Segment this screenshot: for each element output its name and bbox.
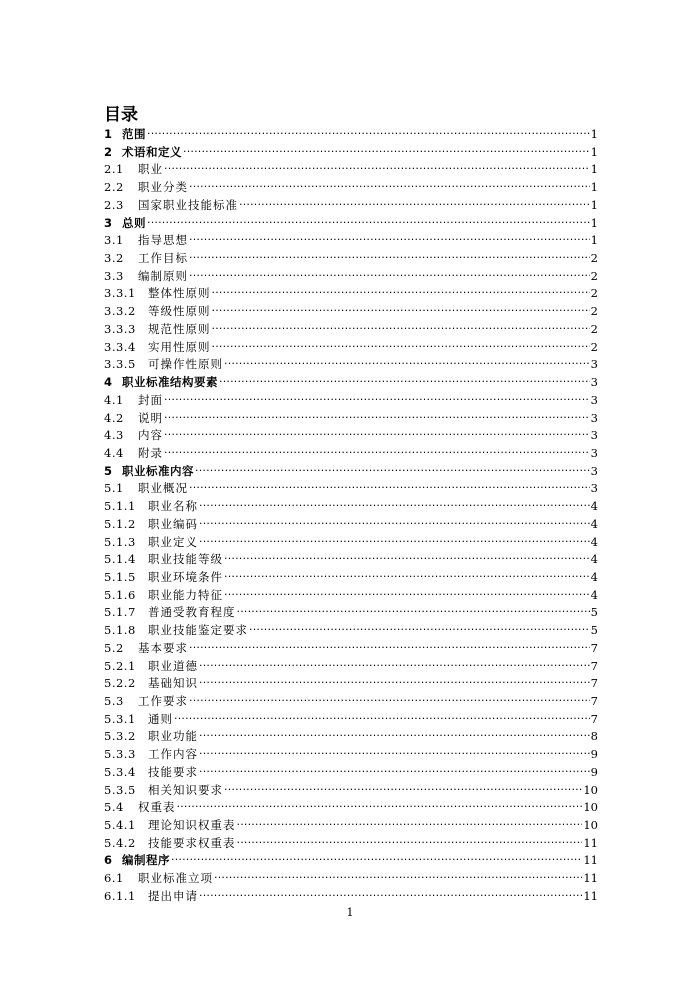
dot-leader <box>164 426 590 444</box>
toc-entry-number: 5.2.2 <box>104 676 136 691</box>
toc-entry[interactable] <box>104 285 598 303</box>
toc-entry-title: 职业能力特征 <box>148 587 223 602</box>
toc-entry[interactable] <box>104 587 598 605</box>
toc-entry-page: 4 <box>590 534 598 549</box>
toc-entry[interactable] <box>104 356 598 374</box>
toc-entry-title: 可操作性原则 <box>148 357 223 372</box>
toc-entry-number: 5.3.2 <box>104 729 136 744</box>
toc-entry-title: 职业名称 <box>148 499 198 514</box>
toc-entry-page: 3 <box>590 392 598 407</box>
toc-entry-page: 2 <box>590 304 598 319</box>
toc-entry-title: 职业技能鉴定要求 <box>148 623 248 638</box>
toc-entry[interactable] <box>104 232 598 250</box>
toc-entry[interactable] <box>104 144 598 162</box>
toc-entry-number: 4.2 <box>104 410 124 425</box>
toc-entry-title: 技能要求权重表 <box>148 835 236 850</box>
toc-entry-page: 1 <box>590 233 598 248</box>
toc-entry-title: 附录 <box>138 445 163 460</box>
toc-entry-number: 6.1.1 <box>104 888 136 903</box>
toc-entry-number: 1 <box>104 127 113 141</box>
toc-entry-title: 整体性原则 <box>148 286 211 301</box>
toc-entry-page: 1 <box>590 127 598 141</box>
table-of-contents <box>104 126 598 906</box>
dot-leader <box>171 851 582 869</box>
toc-entry-title: 说明 <box>138 410 163 425</box>
dot-leader <box>189 249 590 267</box>
toc-entry-number: 3.3 <box>104 268 124 283</box>
dot-leader <box>199 497 590 515</box>
toc-entry-title: 规范性原则 <box>148 321 211 336</box>
dot-leader <box>224 550 590 568</box>
toc-entry-page: 3 <box>590 428 598 443</box>
toc-entry[interactable] <box>104 764 598 782</box>
toc-entry-number: 5.2.1 <box>104 658 136 673</box>
toc-entry[interactable] <box>104 534 598 552</box>
dot-leader <box>164 160 590 178</box>
toc-entry-page: 7 <box>590 676 598 691</box>
toc-entry-number: 5.4 <box>104 800 124 815</box>
dot-leader <box>174 710 590 728</box>
toc-entry-page: 3 <box>590 375 598 390</box>
toc-entry-number: 2.3 <box>104 197 124 212</box>
toc-entry-number: 3.3.1 <box>104 286 136 301</box>
dot-leader <box>189 231 590 249</box>
toc-entry-page: 2 <box>590 251 598 266</box>
toc-entry-page: 11 <box>583 835 598 850</box>
toc-entry-number: 5.1.1 <box>104 499 136 514</box>
toc-entry[interactable] <box>104 852 598 870</box>
toc-entry[interactable] <box>104 339 598 357</box>
toc-entry[interactable] <box>104 835 598 853</box>
toc-entry-number: 4 <box>104 375 113 390</box>
toc-entry-title: 编制程序 <box>122 853 170 868</box>
toc-entry-page: 1 <box>590 162 598 177</box>
dot-leader <box>214 869 582 887</box>
dot-leader <box>224 586 590 604</box>
dot-leader <box>189 692 590 710</box>
toc-entry-page: 1 <box>590 144 598 159</box>
toc-entry-title: 职业编码 <box>148 516 198 531</box>
toc-entry-title: 职业标准结构要素 <box>122 375 218 390</box>
toc-entry-page: 4 <box>590 569 598 584</box>
toc-entry-title: 等级性原则 <box>148 304 211 319</box>
toc-entry-number: 6 <box>104 853 113 868</box>
toc-entry[interactable] <box>104 268 598 286</box>
dot-leader <box>199 727 590 745</box>
dot-leader <box>199 745 590 763</box>
toc-entry-number: 3 <box>104 215 113 230</box>
dot-leader <box>195 462 590 480</box>
toc-entry-title: 范围 <box>122 127 146 141</box>
toc-entry[interactable] <box>104 392 598 410</box>
toc-entry[interactable] <box>104 604 598 622</box>
toc-entry-number: 3.1 <box>104 233 124 248</box>
toc-entry-title: 职业功能 <box>148 729 198 744</box>
toc-entry-number: 5.1.3 <box>104 534 136 549</box>
toc-entry-page: 10 <box>583 782 598 797</box>
dot-leader <box>147 125 590 143</box>
dot-leader <box>212 320 590 338</box>
toc-entry-number: 2.2 <box>104 180 124 195</box>
dot-leader <box>224 355 590 373</box>
toc-entry[interactable] <box>104 658 598 676</box>
toc-entry-title: 提出申请 <box>148 888 198 903</box>
toc-entry-page: 1 <box>590 197 598 212</box>
toc-entry-title: 内容 <box>138 428 163 443</box>
toc-entry-title: 职业分类 <box>138 180 188 195</box>
toc-entry-title: 普通受教育程度 <box>148 605 236 620</box>
toc-entry-number: 5.3.3 <box>104 747 136 762</box>
dot-leader <box>199 887 582 905</box>
toc-entry-title: 总则 <box>122 215 146 230</box>
toc-entry-number: 3.3.2 <box>104 304 136 319</box>
toc-entry-page: 11 <box>583 871 598 886</box>
toc-entry-page: 9 <box>590 747 598 762</box>
toc-entry-number: 5.1.4 <box>104 552 136 567</box>
toc-entry[interactable] <box>104 551 598 569</box>
dot-leader <box>199 763 590 781</box>
toc-entry-page: 1 <box>590 215 598 230</box>
toc-entry-page: 11 <box>583 853 598 868</box>
toc-entry[interactable] <box>104 622 598 640</box>
toc-entry-number: 4.1 <box>104 392 124 407</box>
toc-entry-number: 3.3.3 <box>104 321 136 336</box>
toc-entry-page: 3 <box>590 445 598 460</box>
toc-entry-title: 基本要求 <box>138 640 188 655</box>
toc-entry-page: 2 <box>590 321 598 336</box>
toc-entry[interactable] <box>104 888 598 906</box>
toc-entry-title: 工作目标 <box>138 251 188 266</box>
toc-entry[interactable] <box>104 746 598 764</box>
toc-entry-title: 术语和定义 <box>122 144 182 159</box>
toc-entry[interactable] <box>104 640 598 658</box>
toc-entry-title: 职业标准内容 <box>122 463 194 478</box>
toc-entry[interactable] <box>104 480 598 498</box>
toc-entry-title: 指导思想 <box>138 233 188 248</box>
toc-entry-page: 5 <box>590 623 598 638</box>
toc-entry-page: 2 <box>590 286 598 301</box>
toc-entry[interactable] <box>104 250 598 268</box>
toc-entry[interactable] <box>104 179 598 197</box>
toc-entry-number: 5.1.8 <box>104 623 136 638</box>
toc-entry-number: 5 <box>104 463 113 478</box>
toc-entry-page: 2 <box>590 339 598 354</box>
toc-entry-number: 3.3.5 <box>104 357 136 372</box>
dot-leader <box>177 798 583 816</box>
dot-leader <box>199 657 590 675</box>
dot-leader <box>199 533 590 551</box>
toc-entry-page: 10 <box>583 818 598 833</box>
toc-entry-page: 5 <box>590 605 598 620</box>
toc-entry[interactable] <box>104 569 598 587</box>
dot-leader <box>164 391 590 409</box>
toc-entry-page: 7 <box>590 711 598 726</box>
toc-entry-title: 职业道德 <box>148 658 198 673</box>
dot-leader <box>164 444 590 462</box>
dot-leader <box>199 515 590 533</box>
toc-entry-title: 相关知识要求 <box>148 782 223 797</box>
toc-entry-number: 2 <box>104 144 113 159</box>
toc-entry[interactable] <box>104 516 598 534</box>
toc-entry-title: 技能要求 <box>148 764 198 779</box>
dot-leader <box>199 674 590 692</box>
toc-entry[interactable] <box>104 445 598 463</box>
toc-entry-page: 3 <box>590 481 598 496</box>
dot-leader <box>249 621 590 639</box>
toc-entry[interactable] <box>104 161 598 179</box>
dot-leader <box>239 196 590 214</box>
toc-entry-page: 3 <box>590 410 598 425</box>
toc-entry-number: 5.3 <box>104 694 124 708</box>
toc-entry-page: 11 <box>583 888 598 903</box>
toc-entry[interactable] <box>104 321 598 339</box>
toc-heading: 目录 <box>104 105 138 125</box>
toc-entry-title: 职业定义 <box>148 534 198 549</box>
toc-entry[interactable] <box>104 799 598 817</box>
toc-entry[interactable] <box>104 427 598 445</box>
toc-entry-title: 职业 <box>138 162 163 177</box>
toc-entry-title: 权重表 <box>138 800 176 815</box>
toc-entry-number: 5.4.1 <box>104 818 136 833</box>
dot-leader <box>237 816 583 834</box>
page-number-footer: 1 <box>346 906 354 919</box>
dot-leader <box>212 302 590 320</box>
dot-leader <box>224 781 582 799</box>
toc-entry-page: 4 <box>590 499 598 514</box>
toc-entry-number: 5.1.2 <box>104 516 136 531</box>
toc-entry-number: 5.1.6 <box>104 587 136 602</box>
dot-leader <box>237 834 583 852</box>
toc-entry-page: 3 <box>590 463 598 478</box>
toc-entry-title: 理论知识权重表 <box>148 818 236 833</box>
toc-entry-number: 5.3.4 <box>104 764 136 779</box>
toc-entry-page: 1 <box>590 180 598 195</box>
dot-leader <box>212 284 590 302</box>
toc-entry[interactable] <box>104 463 598 481</box>
toc-entry-number: 5.3.5 <box>104 782 136 797</box>
toc-entry-page: 4 <box>590 587 598 602</box>
toc-entry-title: 通则 <box>148 711 173 726</box>
toc-entry[interactable] <box>104 197 598 215</box>
toc-entry[interactable] <box>104 675 598 693</box>
toc-entry[interactable] <box>104 498 598 516</box>
toc-entry-number: 5.2 <box>104 640 124 655</box>
toc-entry-number: 5.1 <box>104 481 124 496</box>
toc-entry-number: 4.4 <box>104 445 124 460</box>
dot-leader <box>224 568 590 586</box>
toc-entry-page: 4 <box>590 552 598 567</box>
toc-entry[interactable] <box>104 782 598 800</box>
toc-entry-number: 5.4.2 <box>104 835 136 850</box>
dot-leader <box>219 373 590 391</box>
toc-entry-number: 5.3.1 <box>104 711 136 726</box>
toc-entry[interactable] <box>104 870 598 888</box>
toc-entry-title: 职业概况 <box>138 481 188 496</box>
toc-entry-title: 职业环境条件 <box>148 569 223 584</box>
toc-entry[interactable] <box>104 711 598 729</box>
toc-entry-page: 7 <box>590 658 598 673</box>
toc-entry-title: 职业标准立项 <box>138 871 213 886</box>
dot-leader <box>183 143 590 161</box>
toc-entry-page: 3 <box>590 357 598 372</box>
dot-leader <box>189 479 590 497</box>
toc-entry-number: 4.3 <box>104 428 124 443</box>
toc-entry-number: 6.1 <box>104 871 124 886</box>
dot-leader <box>212 338 590 356</box>
toc-entry[interactable] <box>104 817 598 835</box>
toc-entry[interactable] <box>104 728 598 746</box>
toc-entry-title: 工作内容 <box>148 747 198 762</box>
toc-entry-number: 2.1 <box>104 162 124 177</box>
toc-entry[interactable] <box>104 374 598 392</box>
toc-entry-page: 9 <box>590 764 598 779</box>
toc-entry-page: 7 <box>590 694 598 708</box>
toc-entry-page: 8 <box>590 729 598 744</box>
toc-entry-number: 3.3.4 <box>104 339 136 354</box>
dot-leader <box>164 409 590 427</box>
toc-entry-title: 工作要求 <box>138 694 188 708</box>
toc-entry-page: 2 <box>590 268 598 283</box>
toc-entry-number: 5.1.5 <box>104 569 136 584</box>
dot-leader <box>147 214 590 232</box>
toc-entry[interactable] <box>104 126 598 144</box>
toc-entry-number: 5.1.7 <box>104 605 136 620</box>
toc-entry-number: 3.2 <box>104 251 124 266</box>
toc-entry-title: 实用性原则 <box>148 339 211 354</box>
toc-entry-page: 10 <box>583 800 598 815</box>
toc-entry-title: 职业技能等级 <box>148 552 223 567</box>
dot-leader <box>189 267 590 285</box>
toc-entry-title: 编制原则 <box>138 268 188 283</box>
toc-entry-page: 4 <box>590 516 598 531</box>
toc-entry[interactable] <box>104 215 598 233</box>
toc-entry[interactable] <box>104 303 598 321</box>
toc-entry-title: 国家职业技能标准 <box>138 197 238 212</box>
toc-entry-title: 基础知识 <box>148 676 198 691</box>
dot-leader <box>189 178 590 196</box>
toc-entry[interactable] <box>104 410 598 428</box>
toc-entry-page: 7 <box>590 640 598 655</box>
dot-leader <box>189 639 590 657</box>
toc-entry[interactable] <box>104 693 598 711</box>
dot-leader <box>237 603 590 621</box>
toc-entry-title: 封面 <box>138 392 163 407</box>
